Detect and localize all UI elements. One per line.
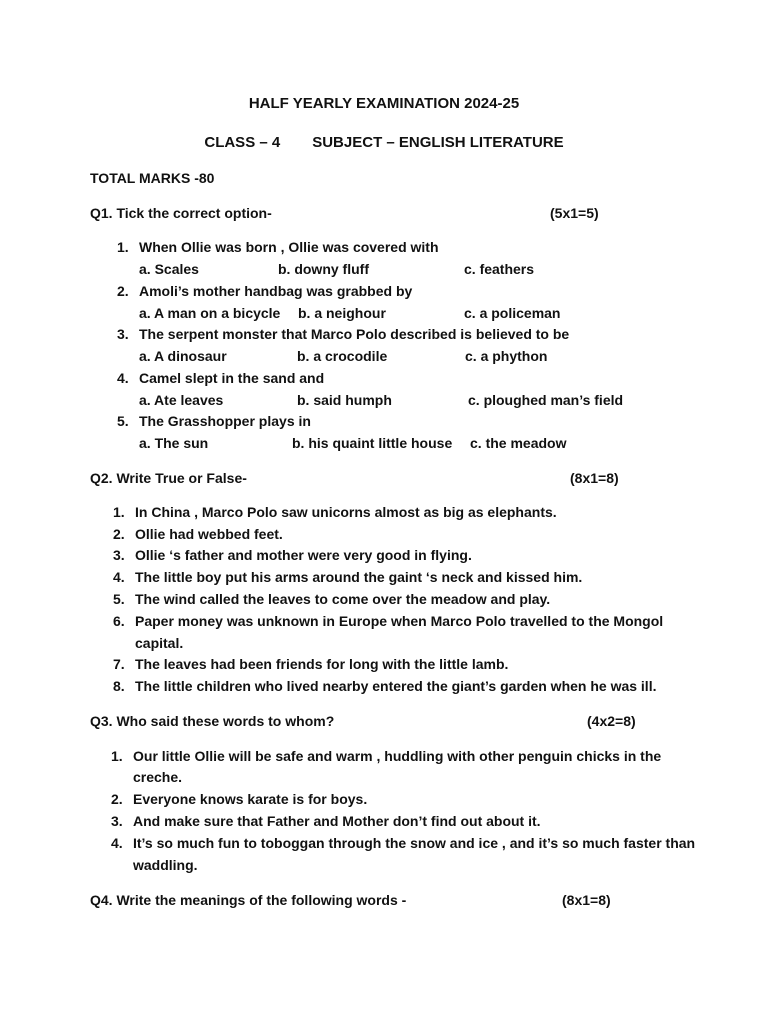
q3-item-2-text: Everyone knows karate is for boys. <box>133 791 368 807</box>
q2-item-2-num: 2. <box>113 526 125 542</box>
q1-item-4-option-a: a. Ate leaves <box>139 392 224 408</box>
q1-item-2-option-c: c. a policeman <box>464 305 561 321</box>
q2-title: Q2. Write True or False- <box>90 470 247 486</box>
q1-item-1-option-c: c. feathers <box>464 261 535 277</box>
class-subject-line <box>0 134 768 151</box>
q1-item-3-text: The serpent monster that Marco Polo described is believed to be <box>139 326 570 342</box>
q3-item-2-num: 2. <box>111 791 123 807</box>
q3-item-4-text-cont: waddling. <box>133 857 198 873</box>
q2-item-5-num: 5. <box>113 591 125 607</box>
q1-item-3-num: 3. <box>117 326 129 342</box>
q3-item-3-num: 3. <box>111 813 123 829</box>
q1-item-3-option-b: b. a crocodile <box>297 348 388 364</box>
q2-marks: (8x1=8) <box>570 470 619 486</box>
q1-item-5-text: The Grasshopper plays in <box>139 413 311 429</box>
q2-item-6-num: 6. <box>113 613 125 629</box>
q3-item-3-text: And make sure that Father and Mother don’t find out about it. <box>133 813 541 829</box>
q2-item-2-text: Ollie had webbed feet. <box>135 526 283 542</box>
q2-item-1-text: In China , Marco Polo saw unicorns almost as big as elephants. <box>135 504 557 520</box>
q1-item-2-num: 2. <box>117 283 129 299</box>
q2-item-8-text: The little children who lived nearby entered the giant’s garden when he was ill. <box>135 678 657 694</box>
q2-item-6-text-cont: capital. <box>135 635 184 651</box>
q2-item-7-num: 7. <box>113 656 125 672</box>
q2-item-1-num: 1. <box>113 504 125 520</box>
q2-item-4-text: The little boy put his arms around the gaint ‘s neck and kissed him. <box>135 569 583 585</box>
q1-item-2-option-b: b. a neighour <box>298 305 386 321</box>
q1-item-1-num: 1. <box>117 239 129 255</box>
q3-item-1-text-cont: creche. <box>133 769 183 785</box>
q2-item-3-num: 3. <box>113 547 125 563</box>
q3-item-1-text: Our little Ollie will be safe and warm , huddling with other penguin chicks in the <box>133 748 662 764</box>
q1-item-3-option-a: a. A dinosaur <box>139 348 227 364</box>
q1-marks: (5x1=5) <box>550 205 599 221</box>
q2-item-7-text: The leaves had been friends for long with the little lamb. <box>135 656 509 672</box>
q1-item-2-option-a: a. A man on a bicycle <box>139 305 281 321</box>
total-marks: TOTAL MARKS -80 <box>90 170 215 186</box>
q2-item-4-num: 4. <box>113 569 125 585</box>
q1-item-1-option-b: b. downy fluff <box>278 261 369 277</box>
q3-item-4-num: 4. <box>111 835 123 851</box>
q3-title: Q3. Who said these words to whom? <box>90 713 335 729</box>
q3-item-1-num: 1. <box>111 748 123 764</box>
q3-marks: (4x2=8) <box>587 713 636 729</box>
q1-item-4-option-b: b. said humph <box>297 392 392 408</box>
q1-title: Q1. Tick the correct option- <box>90 205 272 221</box>
q2-item-6-text: Paper money was unknown in Europe when Marco Polo travelled to the Mongol <box>135 613 664 629</box>
class-label: CLASS – 4 <box>204 134 281 151</box>
q4-marks: (8x1=8) <box>562 892 611 908</box>
q4-title: Q4. Write the meanings of the following words - <box>90 892 407 908</box>
q1-item-5-option-c: c. the meadow <box>470 435 567 451</box>
q1-item-1-text: When Ollie was born , Ollie was covered with <box>139 239 439 255</box>
q1-item-1-option-a: a. Scales <box>139 261 199 277</box>
subject-label: SUBJECT – ENGLISH LITERATURE <box>312 134 564 151</box>
q3-item-4-text: It’s so much fun to toboggan through the snow and ice , and it’s so much faster than <box>133 835 696 851</box>
q1-item-5-option-b: b. his quaint little house <box>292 435 453 451</box>
q1-item-5-num: 5. <box>117 413 129 429</box>
exam-title: HALF YEARLY EXAMINATION 2024-25 <box>248 95 520 112</box>
q2-item-3-text: Ollie ‘s father and mother were very good in flying. <box>135 547 472 563</box>
q1-item-4-text: Camel slept in the sand and <box>139 370 325 386</box>
q1-item-4-num: 4. <box>117 370 129 386</box>
q1-item-3-option-c: c. a phython <box>465 348 548 364</box>
q1-item-5-option-a: a. The sun <box>139 435 209 451</box>
q1-item-2-text: Amoli’s mother handbag was grabbed by <box>139 283 413 299</box>
q2-item-5-text: The wind called the leaves to come over the meadow and play. <box>135 591 551 607</box>
q2-item-8-num: 8. <box>113 678 125 694</box>
q1-item-4-option-c: c. ploughed man’s field <box>468 392 624 408</box>
